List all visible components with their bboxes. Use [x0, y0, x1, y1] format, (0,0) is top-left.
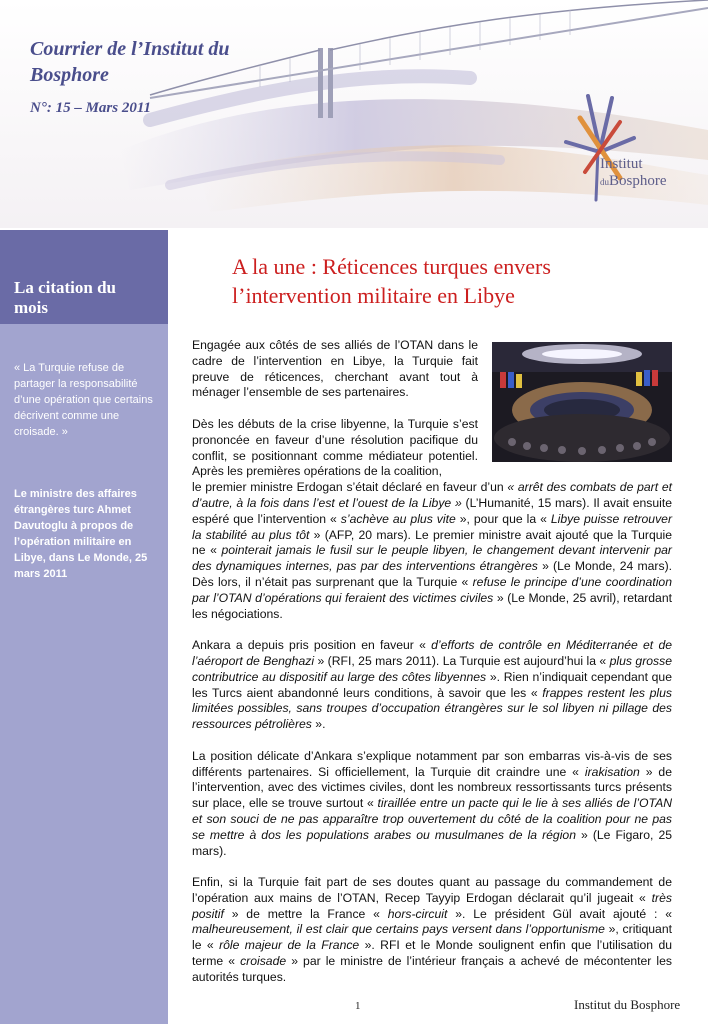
sidebar-title: La citation du mois — [14, 278, 117, 317]
issue-number: N°: 15 – Mars 2011 — [30, 100, 152, 116]
quote-sidebar — [0, 230, 168, 1024]
quote-text: « La Turquie refuse de partager la responsabilité d’une opération que certains décrivent comme une croisade. » — [14, 362, 153, 438]
article-headline: A la une : Réticences turques envers l’intervention militaire en Libye — [232, 254, 551, 308]
page-number: 1 — [355, 1000, 361, 1012]
footer-institute: Institut du Bosphore — [574, 997, 681, 1012]
logo-line-2-main: Bosphore — [609, 173, 667, 189]
institute-logo — [600, 156, 667, 191]
paragraph-5: Enfin, si la Turquie fait part de ses doutes quant au passage du commandement de l’opération aux mains de l’OTAN, Recep Tayyip Erdogan déclarait qu’il jugeait « très positif » de mettre la France « hors-circuit ». Le président Gül avait ajouté : « malheureusement, il est clair que certains pays versent dans l’opportunisme », critiquant le « rôle majeur de la France ». RFI et le Monde soulignent enfin que l’utilisation du terme « croisade » par le ministre de l’intérieur français a achevé de mécontenter les autorités turques. — [192, 875, 673, 984]
paragraph-2: Dès les débuts de la crise libyenne, la Turquie s’est prononcée en faveur d’une résolution pacifique du conflit, se positionnant comme médiateur potentiel. Après les premières opérations de la coalition, le premier ministre Erdogan s’était déclaré en faveur d’un « arrêt des combats de part et d’autre, à la fois dans l’est et l’ouest de la Libye » (L’Humanité, 15 mars). Il avait ensuite espéré que l’intervention « s’achève au plus vite », pour que la « Libye puisse retrouver la stabilité au plus tôt » (AFP, 20 mars). Le premier ministre avait ajouté que la Turquie ne « pointerait jamais le fusil sur le peuple libyen, le changement devant intervenir par des dynamiques internes, pas par des interventions étrangères » (Le Monde, 24 mars). Dès lors, il n’était pas surprenant que la Turquie « refuse le principe d’une coordination par l’OTAN d’opérations qui feraient des victimes civiles » (Le Monde, 25 avril), retardant les négociations. — [192, 416, 673, 621]
logo-line-1: Institut — [600, 156, 643, 172]
paragraph-4: La position délicate d’Ankara s’explique notamment par son embarras vis-à-vis de ses différents partenaires. Si officiellement, la Turquie dit craindre une « irakisation » de l’intervention, avec des victimes civiles, dont les nombreux ressortissants turcs présents sur place, elle se trouve surtout « tiraillée entre un pacte qui le lie à ses alliés de l’OTAN et son souci de ne pas apparaître trop ouvertement du côté de la coalition pour ne pas se mettre à dos les populations arabes ou musulmanes de la région » (Le Figaro, 25 mars). — [192, 748, 673, 858]
paragraph-3: Ankara a depuis pris position en faveur « d’efforts de contrôle en Méditerranée et de l’aéroport de Benghazi » (RFI, 25 mars 2011). La Turquie est aujourd’hui la « plus grosse contributrice au dispositif au large des côtes libyennes ». Rien n’indiquait cependant que les Turcs aient abandonné leurs conditions, à savoir que les « frappes restent les plus limitées possibles, sans troupes d’occupation étrangères sur le sol libyen ni pillage des ressources pétrolières ». — [192, 638, 673, 732]
newsletter-title: Courrier de l’Institut du Bosphore — [30, 38, 230, 86]
paragraph-1: Engagée aux côtés de ses alliés de l’OTAN dans le cadre de l’intervention en Libye, la Turquie fait preuve de réticences, cherchant avant tout à ménager l’ensemble de ses partenaires. — [192, 338, 478, 400]
logo-line-2-small: du — [600, 177, 609, 187]
article-body — [192, 338, 672, 1001]
quote-author: Le ministre des affaires étrangères turc Ahmet Davutoglu à propos de l’opération militaire en Libye, dans Le Monde, 25 mars 2011 — [14, 488, 148, 580]
logo-line-2 — [600, 173, 667, 191]
nato-conference-photo — [492, 342, 672, 462]
